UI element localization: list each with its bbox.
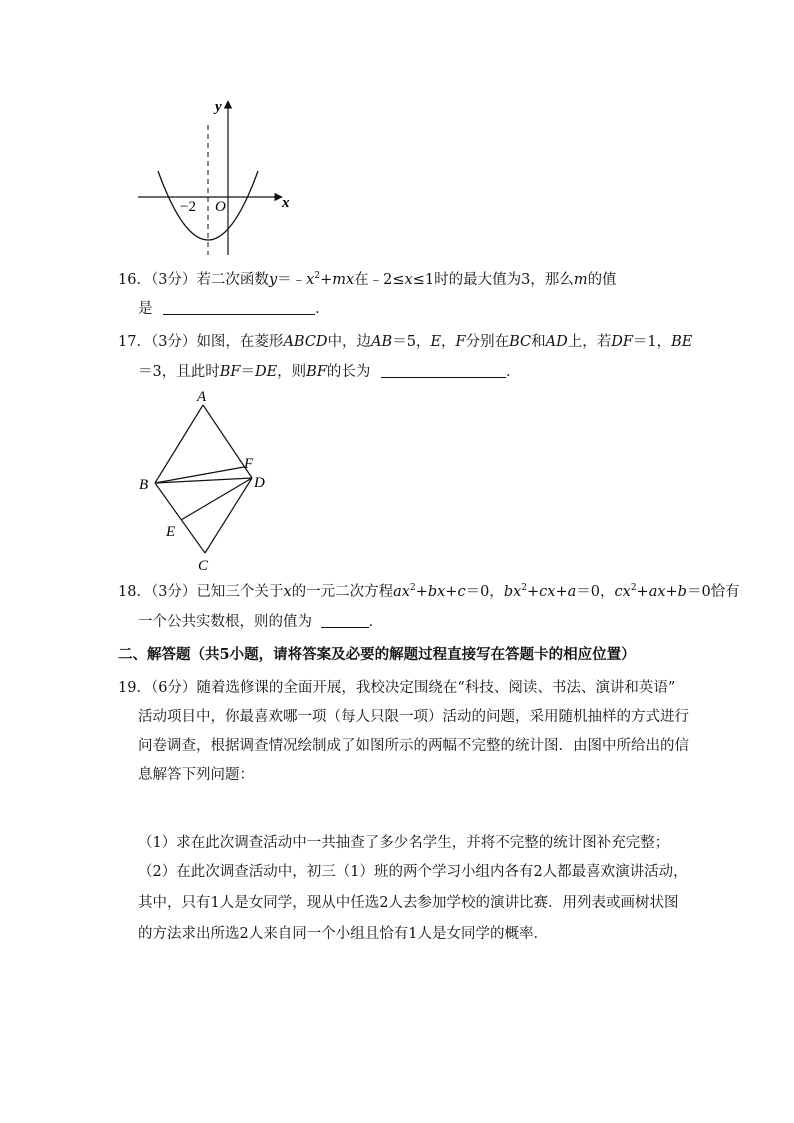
- q19-line4: 息解答下列问题：: [138, 767, 254, 783]
- side-ab: [155, 405, 203, 483]
- q18-answer-blank[interactable]: [321, 613, 369, 628]
- q18-line2: 一个公共实数根，则的值为 ．: [138, 614, 384, 630]
- segment-de: [181, 478, 252, 520]
- q17-line1: 17．（3分）如图，在菱形ABCD中，边AB＝5，E，F分别在BC和AD上，若DF＝1，BE: [118, 334, 693, 350]
- x-axis-label: x: [282, 195, 290, 211]
- q16-answer-blank[interactable]: [163, 300, 315, 315]
- vertex-c: C: [198, 558, 209, 574]
- q19-line2: 活动项目中，你最喜欢哪一项（每人只限一项）活动的问题，采用随机抽样的方式进行: [138, 709, 689, 725]
- neg-two-label: −2: [180, 199, 196, 215]
- q18-line1: 18．（3分）已知三个关于x的一元二次方程$ax^2+bx+c=0$，$bx^2+cx+a=0$，$cx^2+ax+b=0$恰有: [118, 583, 740, 600]
- point-f: F: [244, 456, 254, 472]
- vertex-b: B: [139, 477, 149, 493]
- q19-sub2-line1: （2）在此次调查活动中，初三（1）班的两个学习小组内各有2人都最喜欢演讲活动，: [138, 864, 688, 880]
- side-cd: [205, 478, 252, 553]
- q19-line1: 19．（6分）随着选修课的全面开展，我校决定围绕在“科技、阅读、书法、演讲和英语”: [118, 680, 676, 696]
- rhombus-figure: [130, 385, 280, 575]
- section2-title: 二、解答题（共5小题，请将答案及必要的解题过程直接写在答题卡的相应位置）: [118, 646, 636, 663]
- q19-sub2-line2: 其中，只有1人是女同学，现从中任选2人去参加学校的演讲比赛．用列表或画树状图: [138, 895, 679, 911]
- q16-line1: 16．（3分）若二次函数$y=﹣x^2+mx$在﹣2≤x≤1时的最大值为3，那么m的值: [118, 271, 617, 288]
- q17-line2: ＝3，且此时BF＝DE，则BF的长为 ．: [138, 364, 521, 380]
- vertex-a: A: [197, 389, 207, 405]
- origin-label: O: [215, 199, 226, 215]
- side-bc: [155, 483, 205, 553]
- vertex-d: D: [254, 475, 265, 491]
- point-e: E: [166, 524, 176, 540]
- q19-sub2-line3: 的方法求出所选2人来自同一个小组且恰有1人是女同学的概率．: [138, 926, 548, 942]
- q19-sub1: （1）求在此次调查活动中一共抽查了多少名学生，并将不完整的统计图补充完整；: [138, 835, 670, 851]
- parabola-graph: [130, 95, 300, 260]
- y-axis-label: y: [215, 99, 222, 115]
- q16-line2: 是 ．: [138, 301, 330, 317]
- q17-answer-blank[interactable]: [381, 363, 506, 378]
- q19-line3: 问卷调查，根据调查情况绘制成了如图所示的两幅不完整的统计图．由图中所给出的信: [138, 738, 689, 754]
